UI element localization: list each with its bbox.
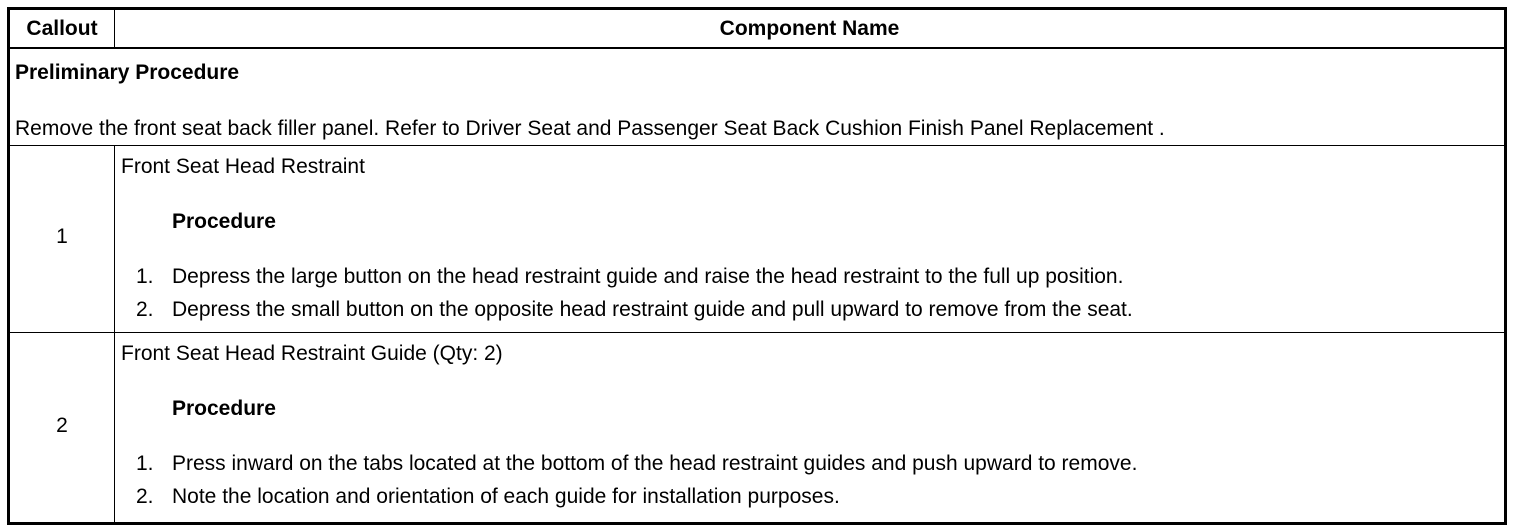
step-number: 2.: [136, 298, 154, 321]
component-name: Front Seat Head Restraint: [121, 155, 365, 178]
table-row: [9, 333, 1506, 524]
callout-number: 1: [9, 146, 115, 333]
procedure-steps: [121, 452, 1504, 509]
procedure-step: [121, 265, 1504, 289]
header-component-name: Component Name: [115, 9, 1506, 49]
component-cell: [115, 146, 1506, 333]
callout-number: 2: [9, 333, 115, 524]
step-text: Note the location and orientation of each guide for installation purposes.: [172, 485, 840, 508]
step-text: Depress the small button on the opposite head restraint guide and pull upward to remove from the seat.: [172, 298, 1133, 321]
component-cell: [115, 333, 1506, 524]
component-table: [7, 7, 1507, 525]
header-row: [9, 9, 1506, 49]
procedure-step: [121, 485, 1504, 509]
step-number: 1.: [136, 452, 154, 475]
step-text: Depress the large button on the head restraint guide and raise the head restraint to the full up position.: [172, 265, 1124, 288]
table-row: [9, 146, 1506, 333]
step-text: Press inward on the tabs located at the bottom of the head restraint guides and push upward to remove.: [172, 452, 1138, 475]
preliminary-cell: [9, 48, 1506, 146]
procedure-step: [121, 452, 1504, 476]
component-name: Front Seat Head Restraint Guide (Qty: 2): [121, 342, 503, 365]
preliminary-row: [9, 48, 1506, 146]
preliminary-title: Preliminary Procedure: [15, 61, 240, 84]
procedure-label: Procedure: [172, 210, 276, 233]
header-callout: Callout: [9, 9, 115, 49]
step-number: 1.: [136, 265, 154, 288]
preliminary-text: Remove the front seat back filler panel. Refer to Driver Seat and Passenger Seat Back Cushion Finish Panel Replacement .: [15, 117, 1165, 140]
procedure-label: Procedure: [172, 397, 276, 420]
step-number: 2.: [136, 485, 154, 508]
procedure-steps: [121, 265, 1504, 322]
procedure-step: [121, 298, 1504, 322]
